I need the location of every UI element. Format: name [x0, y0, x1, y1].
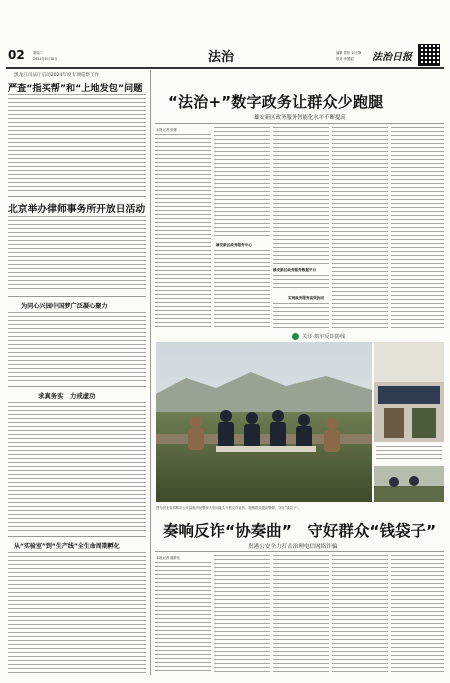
main-photo-image: [156, 342, 372, 502]
side-photo-2-image: [374, 466, 444, 502]
fraud-rule: [155, 551, 444, 552]
article-kicker: 黑龙江司法厅启动2024年度专项巡察工作: [14, 73, 100, 78]
feature-body-text: [391, 127, 444, 330]
article-title: 求真务实 力戒虚功: [38, 392, 96, 400]
issue-date: 2024年9月10日: [33, 57, 58, 61]
fraud-body-text: [332, 555, 388, 674]
side-photo-image: [374, 342, 444, 442]
feature-body-text: [273, 127, 329, 264]
page-label: 要闻二: [33, 51, 43, 55]
article-divider: [8, 536, 146, 537]
photo-caption: 图为河北省邯郸市公安局组织民警深入田间地头开展反诈宣传，提醒群众提高警惕、守好“钱袋子”。: [156, 506, 302, 510]
fraud-headline: 奏响反诈“协奏曲” 守好群众“钱袋子”: [163, 522, 437, 540]
section-caption: 实现政务服务高效协同: [288, 296, 324, 300]
fraud-body-text: [155, 562, 211, 674]
feature-body-text: [273, 303, 329, 330]
article-title: 从“实验室”到“生产线”全生命周期孵化: [14, 543, 120, 550]
article-divider: [8, 296, 146, 297]
section-caption: 雄安新区政务服务中心: [216, 243, 252, 247]
feature-body-text: [332, 127, 388, 330]
article-body-text: [8, 312, 146, 382]
editors: 编辑 曾松 刘子静: [336, 51, 362, 55]
paper-name-logo: 法治日报: [372, 52, 412, 63]
side-photo-caption: [376, 446, 442, 460]
feature-rule: [155, 123, 444, 124]
article-divider: [8, 196, 146, 197]
feature-body-text: [273, 275, 329, 289]
feature-headline: “法治+”数字政务让群众少跑腿: [168, 93, 384, 111]
page-number: 02: [8, 48, 25, 62]
article-body-text: [8, 402, 146, 532]
fraud-byline: 本报记者 潘梦佳: [156, 556, 181, 560]
fraud-body-text: [214, 555, 270, 674]
side-photo-2: [374, 466, 444, 502]
feature-body-text: [214, 250, 270, 330]
fraud-body-text: [273, 555, 329, 674]
article-body-text: [8, 552, 146, 674]
side-photo: [374, 342, 444, 442]
fraud-body-text: [391, 555, 444, 674]
article-title: 北京举办律师事务所开放日活动: [8, 204, 146, 215]
fraud-subheadline: 贵港公安全力打击治理电信网络诈骗: [248, 544, 338, 550]
feature-subheadline: 雄安新区政务服务智能化水平不断提高: [254, 115, 346, 121]
feature-body-text: [155, 134, 211, 330]
feature-byline: 本报记者 张蕾: [156, 128, 177, 132]
anti-fraud-logo: [292, 333, 345, 340]
shield-icon: [292, 333, 299, 340]
proofreader: 校对 李慧娟: [336, 57, 354, 61]
feature-body-text: [214, 127, 270, 239]
qr-code-icon: [419, 45, 439, 65]
article-body-text: [8, 216, 146, 292]
article-title: 严查“指买帮”和“上地发包”问题: [8, 83, 143, 94]
column-divider: [150, 70, 151, 675]
main-photo: [156, 342, 372, 502]
section-caption: 雄安新区政务服务数据平台: [273, 268, 317, 272]
section-title: 法治: [208, 50, 235, 65]
article-body-text: [8, 94, 146, 192]
article-title: 为同心兴园中国梦广泛凝心聚力: [21, 303, 108, 310]
anti-fraud-logo-text: 关注·筑牢反诈防线: [302, 334, 346, 340]
masthead-rule: [6, 67, 444, 69]
article-divider: [8, 386, 146, 387]
